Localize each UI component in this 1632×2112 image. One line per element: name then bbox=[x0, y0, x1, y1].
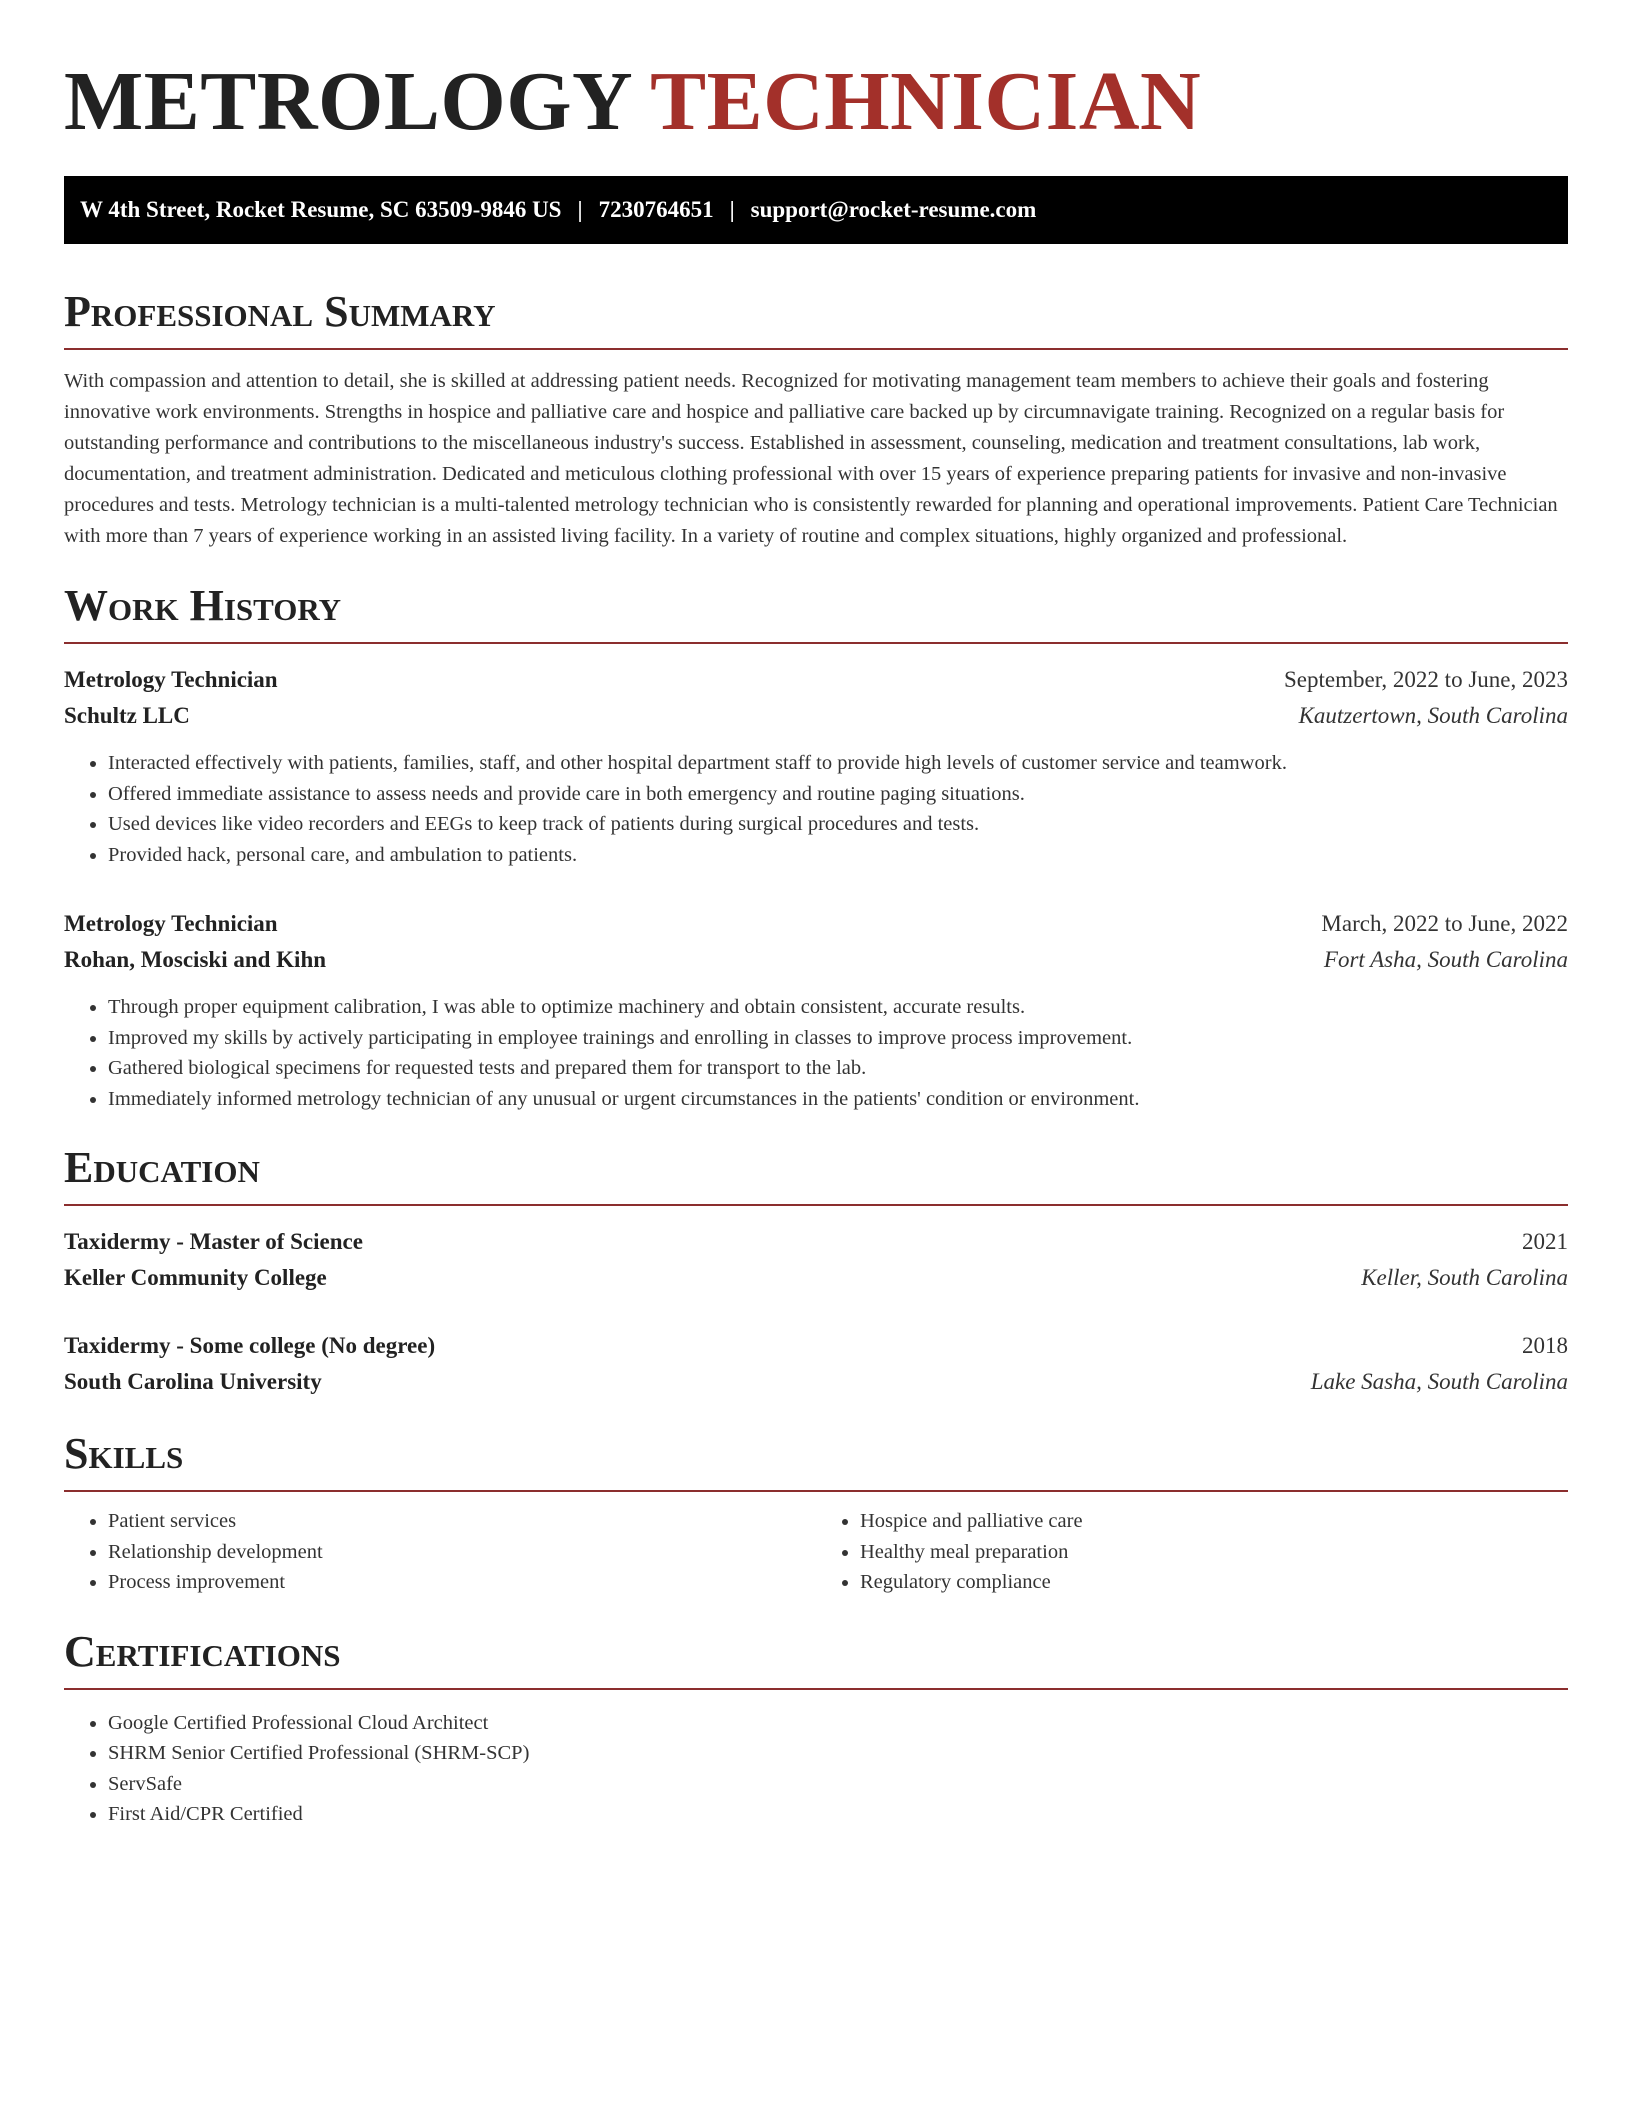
skills-section bbox=[64, 1430, 1568, 1598]
education-degree: Taxidermy - Master of Science bbox=[64, 1229, 363, 1254]
job-company-row bbox=[64, 942, 1568, 978]
contact-separator: | bbox=[729, 197, 735, 222]
job-dates: September, 2022 to June, 2023 bbox=[1284, 667, 1568, 692]
job-header-row bbox=[64, 906, 1568, 942]
job-entry bbox=[64, 906, 1568, 1114]
education-year: 2021 bbox=[1522, 1229, 1568, 1254]
list-item: • SHRM Senior Certified Professional (SHRM-SCP) bbox=[108, 1738, 1568, 1769]
job-company: Schultz LLC bbox=[64, 703, 190, 728]
section-heading-summary: Professional Summary bbox=[64, 288, 1568, 350]
education-degree-row bbox=[64, 1328, 1568, 1364]
certifications-list bbox=[64, 1708, 1568, 1830]
section-heading-work-history: Work History bbox=[64, 582, 1568, 644]
list-item: • ServSafe bbox=[108, 1769, 1568, 1800]
list-item: • Immediately informed metrology technician of any unusual or urgent circumstances in the patients' condition or environment. bbox=[108, 1084, 1568, 1115]
list-item: • Google Certified Professional Cloud Architect bbox=[108, 1708, 1568, 1739]
job-bullets bbox=[64, 992, 1568, 1114]
page-title bbox=[64, 52, 1568, 152]
list-item: • Gathered biological specimens for requested tests and prepared them for transport to the lab. bbox=[108, 1053, 1568, 1084]
list-item: • Patient services bbox=[108, 1506, 816, 1537]
contact-email: support@rocket-resume.com bbox=[750, 197, 1037, 222]
job-header-row bbox=[64, 662, 1568, 698]
title-second-word: TECHNICIAN bbox=[650, 55, 1202, 148]
list-item: • Improved my skills by actively participating in employee trainings and enrolling in classes to improve process improvement. bbox=[108, 1023, 1568, 1054]
job-location: Fort Asha, South Carolina bbox=[1323, 947, 1568, 972]
skills-columns bbox=[64, 1506, 1568, 1598]
list-item: • Relationship development bbox=[108, 1537, 816, 1568]
education-year: 2018 bbox=[1522, 1333, 1568, 1358]
education-entry bbox=[64, 1328, 1568, 1400]
list-item: • Through proper equipment calibration, I was able to optimize machinery and obtain consistent, accurate results. bbox=[108, 992, 1568, 1023]
job-dates: March, 2022 to June, 2022 bbox=[1321, 911, 1568, 936]
list-item: • Process improvement bbox=[108, 1567, 816, 1598]
list-item: • Regulatory compliance bbox=[860, 1567, 1568, 1598]
summary-section bbox=[64, 288, 1568, 552]
certifications-section bbox=[64, 1628, 1568, 1830]
work-history-section bbox=[64, 582, 1568, 1114]
list-item: • First Aid/CPR Certified bbox=[108, 1799, 1568, 1830]
skills-list-left bbox=[64, 1506, 816, 1598]
education-school: South Carolina University bbox=[64, 1369, 322, 1394]
contact-phone: 7230764651 bbox=[598, 197, 714, 222]
job-company-row bbox=[64, 698, 1568, 734]
section-heading-education: Education bbox=[64, 1144, 1568, 1206]
job-title: Metrology Technician bbox=[64, 667, 278, 692]
education-section bbox=[64, 1144, 1568, 1400]
job-bullets bbox=[64, 748, 1568, 870]
list-item: • Provided hack, personal care, and ambulation to patients. bbox=[108, 840, 1568, 871]
list-item: • Healthy meal preparation bbox=[860, 1537, 1568, 1568]
contact-address: W 4th Street, Rocket Resume, SC 63509-9846 US bbox=[80, 197, 562, 222]
education-degree: Taxidermy - Some college (No degree) bbox=[64, 1333, 436, 1358]
section-heading-skills: Skills bbox=[64, 1430, 1568, 1492]
job-title: Metrology Technician bbox=[64, 911, 278, 936]
list-item: • Used devices like video recorders and EEGs to keep track of patients during surgical procedures and tests. bbox=[108, 809, 1568, 840]
list-item: • Interacted effectively with patients, families, staff, and other hospital department staff to provide high levels of customer service and teamwork. bbox=[108, 748, 1568, 779]
education-degree-row bbox=[64, 1224, 1568, 1260]
job-company: Rohan, Mosciski and Kihn bbox=[64, 947, 327, 972]
section-heading-certifications: Certifications bbox=[64, 1628, 1568, 1690]
education-school: Keller Community College bbox=[64, 1265, 327, 1290]
contact-bar bbox=[64, 176, 1568, 244]
education-location: Lake Sasha, South Carolina bbox=[1310, 1369, 1568, 1394]
job-location: Kautzertown, South Carolina bbox=[1298, 703, 1568, 728]
summary-text: With compassion and attention to detail, she is skilled at addressing patient needs. Recognized for motivating management team members to achieve their goals and fostering innovative work environments. Strengths in hospice and palliative care and hospice and palliative care backed up by circumnavigate training. Recognized on a regular basis for outstanding performance and contributions to the miscellaneous industry's success. Established in assessment, counseling, medication and treatment consultations, lab work, documentation, and treatment administration. Dedicated and meticulous clothing professional with over 15 years of experience preparing patients for invasive and non-invasive procedures and tests. Metrology technician is a multi-talented metrology technician who is consistently rewarded for planning and operational improvements. Patient Care Technician with more than 7 years of experience working in an assisted living facility. In a variety of routine and complex situations, highly organized and professional. bbox=[64, 370, 1558, 547]
education-entry bbox=[64, 1224, 1568, 1296]
education-school-row bbox=[64, 1260, 1568, 1296]
list-item: • Hospice and palliative care bbox=[860, 1506, 1568, 1537]
education-school-row bbox=[64, 1364, 1568, 1400]
education-location: Keller, South Carolina bbox=[1361, 1265, 1568, 1290]
skills-list-right bbox=[816, 1506, 1568, 1598]
contact-separator: | bbox=[577, 197, 583, 222]
job-entry bbox=[64, 662, 1568, 870]
list-item: • Offered immediate assistance to assess needs and provide care in both emergency and routine paging situations. bbox=[108, 779, 1568, 810]
title-first-word: METROLOGY bbox=[64, 55, 631, 148]
